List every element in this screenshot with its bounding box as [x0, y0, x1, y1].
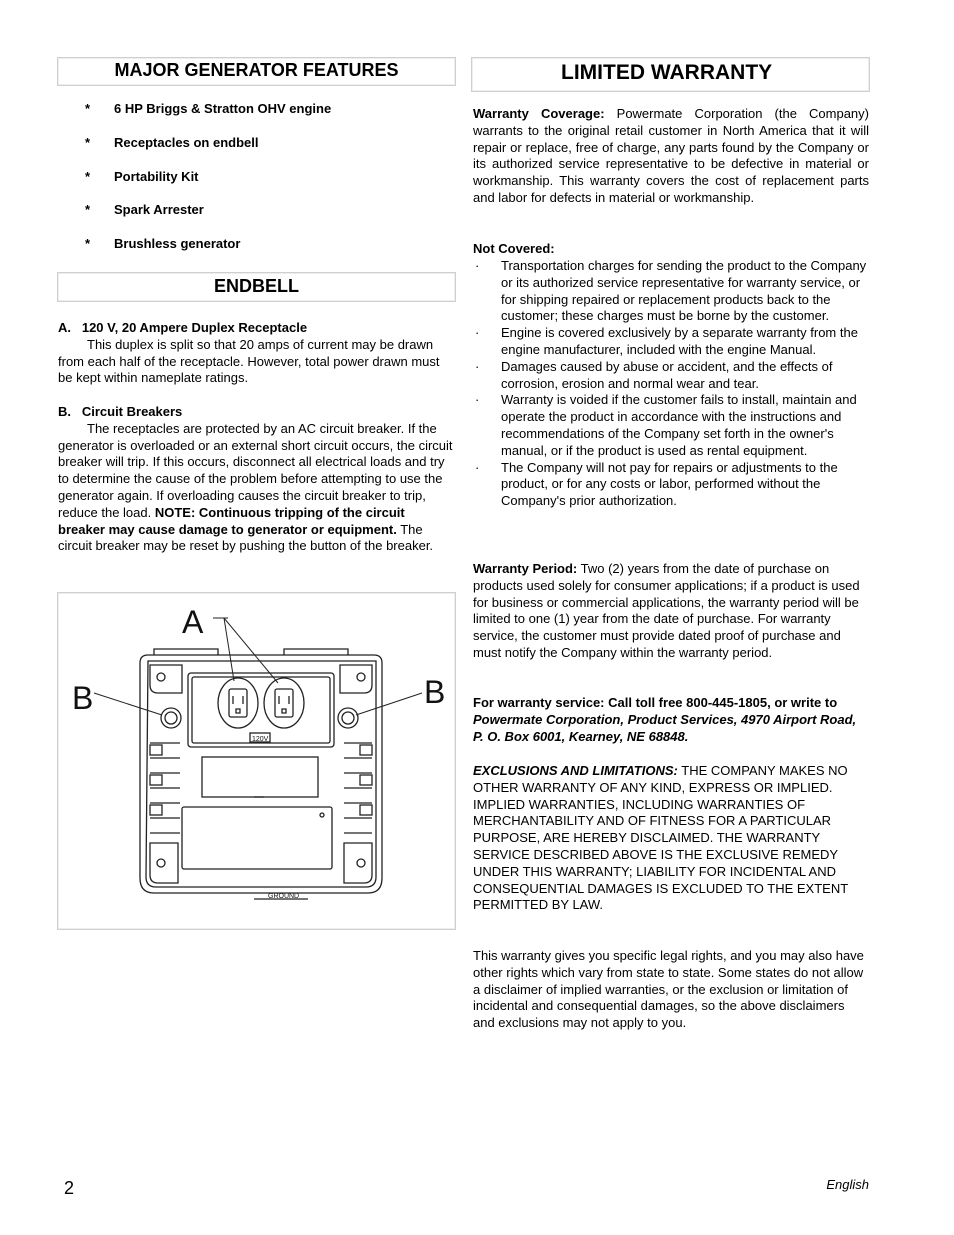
period-text: Two (2) years from the date of purchase on products used solely for consumer applications; if a product is used for business or commercial applications, the warranty period will be limited to one (1) year from the date of purchase. For warranty service, the customer must provide dated proof of purchase and must notify the Company within the warranty period. — [473, 561, 860, 660]
exclusions-text: THE COMPANY MAKES NO OTHER WARRANTY OF ANY KIND, EXPRESS OR IMPLIED. IMPLIED WARRANTIES, INCLUDING WARRANTIES OF MERCHANTABILITY AND OF FITNESS FOR A PARTICULAR PURPOSE, ARE HEREBY DISCLAIMED. THE WARRANTY SERVICE DESCRIBED ABOVE IS THE EXCLUSIVE REMEDY UNDER THIS WARRANTY; LIABILITY FOR INCIDENTAL AND CONSEQUENTIAL DAMAGES IS EXCLUDED TO THE EXTENT PERMITTED BY LAW. — [473, 763, 848, 913]
service-address: Powermate Corporation, Product Services, 4970 Airport Road, P. O. Box 6001, Kearney, NE 68848. — [473, 711, 857, 744]
section-b — [58, 404, 455, 555]
language-label: English — [826, 1177, 869, 1192]
not-covered-label: Not Covered: — [473, 241, 555, 256]
section-b-title: B. Circuit Breakers — [58, 404, 183, 419]
features-heading-text: MAJOR GENERATOR FEATURES — [114, 60, 399, 80]
list-item: · Transportation charges for sending the product to the Company or its authorized service representative for warranty service, or for shipping repaired or replacement products back to the customer; these charges must be borne by the customer. — [475, 258, 867, 324]
service-text: For warranty service: Call toll free 800-445-1805, or write to — [473, 695, 838, 710]
section-b-body: The receptacles are protected by an AC circuit breaker. If the generator is overloaded or an external short circuit occurs, the circuit breaker will trip. If this occurs, disconnect all electrical loads and try to determine the cause of the problem before attempting to use the generator again. If overloading causes the circuit breaker to trip, reduce the load. NOTE: Continuous tripping of the circuit breaker may cause damage to generator or equipment. The circuit breaker may be reset by pushing the button of the breaker. — [58, 420, 453, 554]
warranty-coverage — [473, 106, 869, 207]
warranty-heading — [471, 57, 870, 92]
feature-item: * 6 HP Briggs & Stratton OHV engine — [85, 101, 332, 116]
period-label: Warranty Period: — [473, 561, 578, 576]
legal-rights: This warranty gives you specific legal rights, and you may also have other rights which vary from state to state. Some states do not allow a disclaimer of implied warranties, or the exclusion or limitation of incidental and consequential damages, so the above disclaimers and exclusions may not apply to you. — [473, 948, 864, 1031]
coverage-text: Powermate Corporation (the Company) warrants to the original retail customer in North America that it will repair or replace, free of charge, any parts found by the Company or its authorized service representative to be defective in material or workmanship. This warranty covers the cost of replacement parts and labor for defects in material or workmanship. — [473, 106, 869, 205]
ground-label: GROUND — [268, 893, 300, 900]
list-item: · Warranty is voided if the customer fails to install, maintain and operate the product in accordance with the instructions and recommendations of the Company set forth in the owner's manual, or if the product is used as rental equipment. — [475, 392, 857, 458]
exclusions-label: EXCLUSIONS AND LIMITATIONS: — [473, 763, 678, 778]
warranty-service — [473, 695, 869, 745]
list-item: · The Company will not pay for repairs or adjustments to the product, or for any costs or labor, performed without the Company's prior authorization. — [475, 459, 838, 509]
feature-item: * Portability Kit — [85, 169, 199, 184]
features-heading — [57, 57, 456, 86]
section-a-title: A. 120 V, 20 Ampere Duplex Receptacle — [58, 320, 308, 335]
endbell-figure — [57, 592, 456, 930]
section-a — [58, 320, 455, 387]
label-b-right: B — [424, 674, 446, 710]
list-item: · Damages caused by abuse or accident, and the effects of corrosion, erosion and normal wear and tear. — [475, 358, 833, 391]
section-b-note: NOTE: Continuous tripping of the circuit breaker may cause damage to generator or equipment. — [58, 504, 405, 537]
exclusions — [473, 763, 869, 914]
voltage-label: 120V — [252, 736, 269, 743]
coverage-label: Warranty Coverage: — [473, 106, 605, 121]
feature-item: * Brushless generator — [85, 236, 241, 251]
list-item: · Engine is covered exclusively by a separate warranty from the engine manufacturer, included with the engine Manual. — [475, 325, 858, 357]
endbell-diagram — [58, 593, 455, 929]
warranty-period — [473, 561, 869, 662]
feature-item: * Receptacles on endbell — [85, 135, 259, 150]
label-a: A — [182, 604, 204, 640]
section-a-body: This duplex is split so that 20 amps of current may be drawn from each half of the receptacle. However, total power drawn must be kept within nameplate ratings. — [58, 336, 440, 386]
endbell-heading-text: ENDBELL — [214, 276, 299, 296]
not-covered-list — [473, 258, 869, 510]
warranty-heading-text: LIMITED WARRANTY — [561, 61, 773, 84]
label-b-left: B — [72, 680, 94, 716]
endbell-heading — [57, 272, 456, 302]
feature-item: * Spark Arrester — [85, 202, 204, 217]
page-number: 2 — [64, 1178, 75, 1198]
